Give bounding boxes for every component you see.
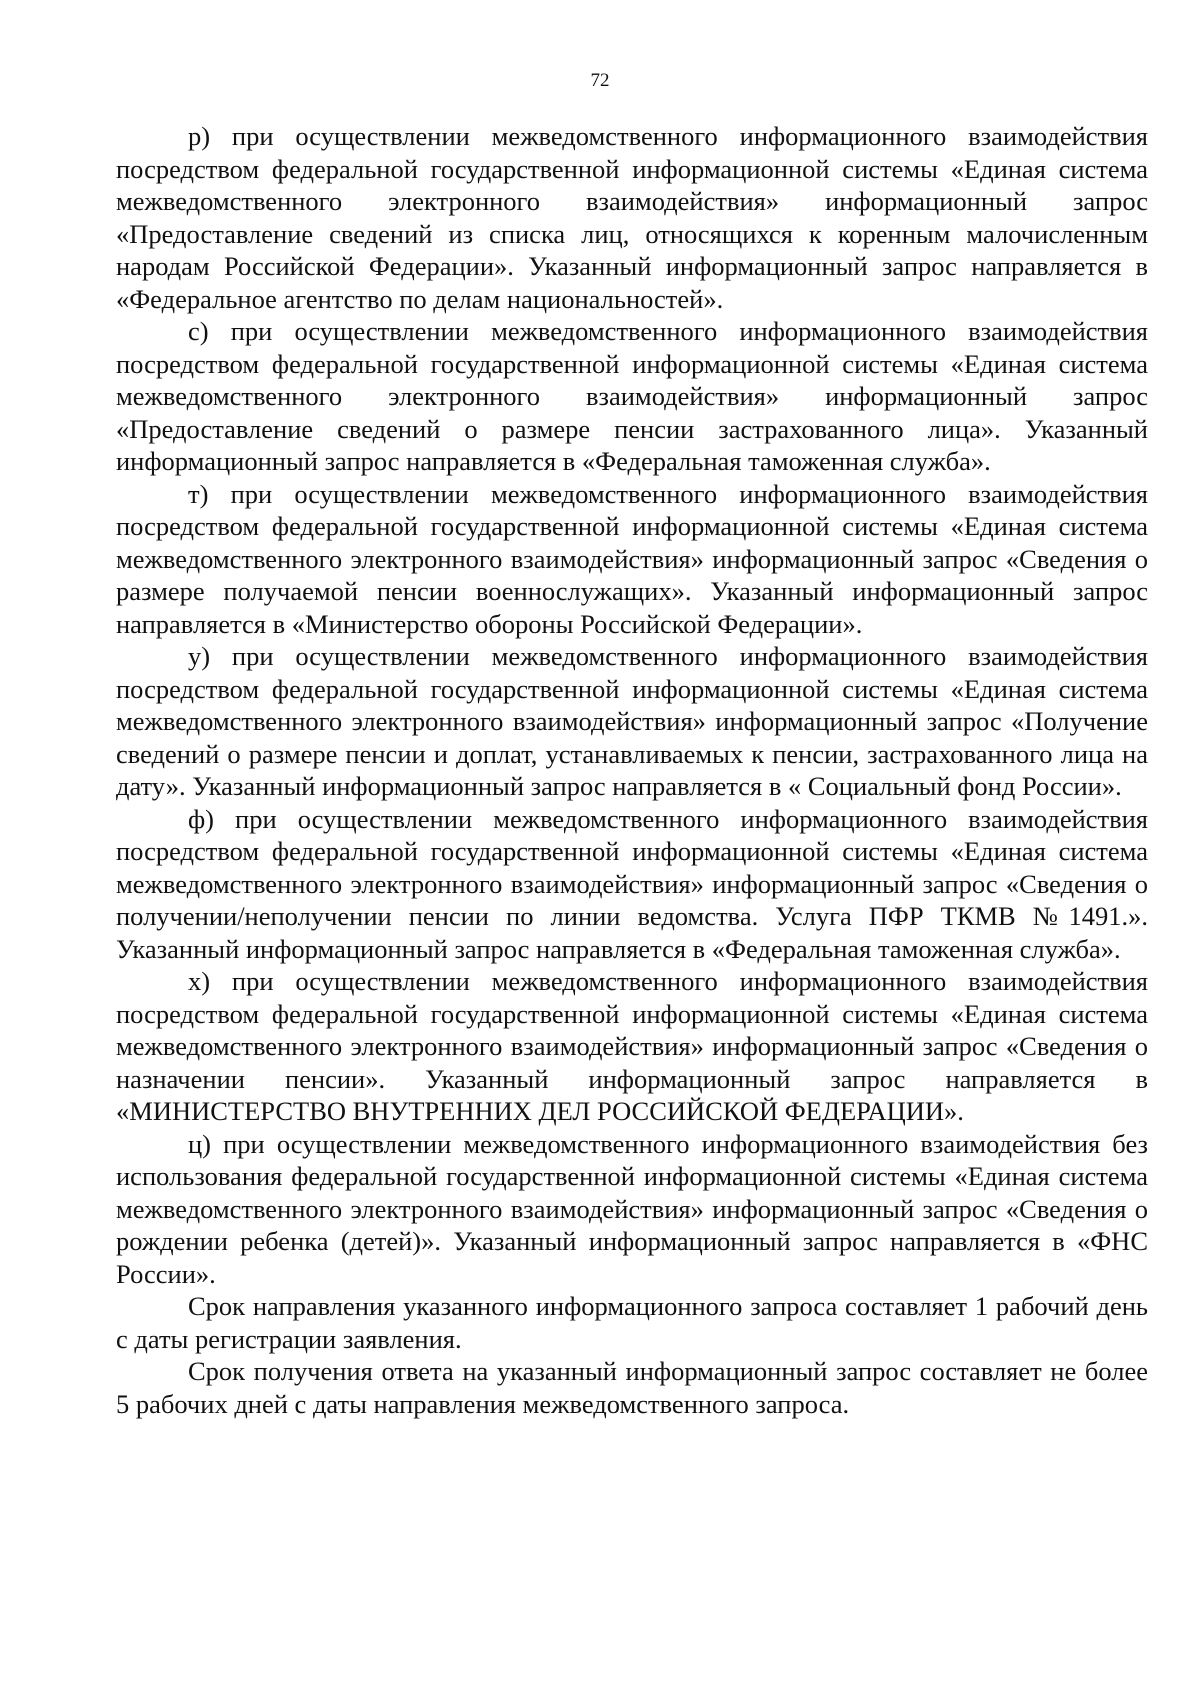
paragraph-u: у) при осуществлении межведомственного информационного взаимодействия посредством федеральной государственной информационной системы «Единая система межведомственного электронного взаимодействия» информационный запрос «Получение сведений о размере пенсии и доплат, устанавливаемых к пенсии, застрахованного лица на дату». Указанный информационный запрос направляется в « Социальный фонд России».: [116, 641, 1148, 801]
paragraph-t: т) при осуществлении межведомственного информационного взаимодействия посредством федеральной государственной информационной системы «Единая система межведомственного электронного взаимодействия» информационный запрос «Сведения о размере получаемой пенсии военнослужащих». Указанный информационный запрос направляется в «Министерство обороны Российской Федерации».: [116, 478, 1148, 639]
paragraph-kh: х) при осуществлении межведомственного информационного взаимодействия посредством федеральной государственной информационной системы «Единая система межведомственного электронного взаимодействия» информационный запрос «Сведения о назначении пенсии». Указанный информационный запрос направляется в «МИНИСТЕРСТВО ВНУТРЕННИХ ДЕЛ РОССИЙСКОЙ ФЕДЕРАЦИИ».: [116, 966, 1148, 1126]
paragraph-r: р) при осуществлении межведомственного информационного взаимодействия посредством федеральной государственной информационной системы «Единая система межведомственного электронного взаимодействия» информационный запрос «Предоставление сведений из списка лиц, относящихся к коренным малочисленным народам Российской Федерации». Указанный информационный запрос направляется в «Федеральное агентство по делам национальностей».: [116, 121, 1148, 314]
paragraph-response-deadline: Срок получения ответа на указанный информационный запрос составляет не более 5 рабочих дней с даты направления межведомственного запроса.: [116, 1356, 1148, 1419]
paragraph-request-send-deadline: Срок направления указанного информационного запроса составляет 1 рабочий день с даты регистрации заявления.: [116, 1291, 1148, 1354]
document-body: [116, 120, 1148, 1420]
paragraph-ts: ц) при осуществлении межведомственного информационного взаимодействия без использования федеральной государственной информационной системы «Единая система межведомственного электронного взаимодействия» информационный запрос «Сведения о рождении ребенка (детей)». Указанный информационный запрос направляется в «ФНС России».: [116, 1128, 1148, 1289]
page-number: 72: [590, 70, 610, 91]
paragraph-f: ф) при осуществлении межведомственного информационного взаимодействия посредством федеральной государственной информационной системы «Единая система межведомственного электронного взаимодействия» информационный запрос «Сведения о получении/неполучении пенсии по линии ведомства. Услуга ПФР ТКМВ №1491.». Указанный информационный запрос направляется в «Федеральная таможенная служба».: [116, 803, 1148, 964]
paragraph-s: с) при осуществлении межведомственного информационного взаимодействия посредством федеральной государственной информационной системы «Единая система межведомственного электронного взаимодействия» информационный запрос «Предоставление сведений о размере пенсии застрахованного лица». Указанный информационный запрос направляется в «Федеральная таможенная служба».: [116, 316, 1148, 476]
